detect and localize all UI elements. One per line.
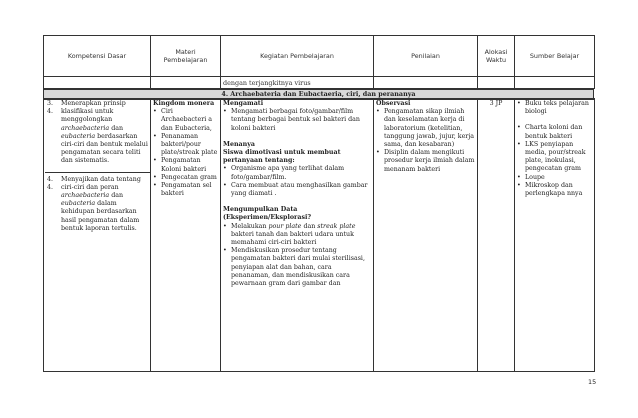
sumber-item: • Buku teks pelajaran biologi bbox=[517, 100, 592, 116]
kegiatan-item: • Melakukan pour plate dan streak plate bakteri tanah dan bakteri udara untuk memahami ciri-ciri bakteri bbox=[223, 223, 371, 248]
cont-cell-2 bbox=[151, 77, 221, 89]
kegiatan-heading-mengamati: Mengamati bbox=[223, 100, 264, 107]
page-number: 15 bbox=[588, 378, 597, 386]
materi-item: • Ciri Archaebacteri a dan Eubacteria, bbox=[153, 108, 218, 133]
content-table bbox=[43, 98, 595, 372]
materi-list bbox=[153, 108, 218, 198]
kegiatan-heading-menanya: Menanya bbox=[223, 140, 255, 148]
kegiatan-item: • Cara membuat atau menghasilkan gambar yang diamati . bbox=[223, 182, 371, 198]
kd-text-2: Menyajikan data tentang ciri-ciri dan peran archaebacteria dan eubacteria dalam kehidupan berdasarkan hasil pengamatan dalam bentuk laporan tertulis. bbox=[61, 175, 141, 232]
penilaian-cell bbox=[374, 99, 478, 372]
penilaian-item: • Pengamatan sikap ilmiah dan keselamatan kerja di laboratorium (ketelitian, tanggung jawab, jujur, kerja sama, dan kesabaran) bbox=[376, 108, 475, 149]
materi-title: Kingdom monera bbox=[153, 100, 215, 107]
kd-num: 4. bbox=[47, 175, 54, 183]
kegiatan-cell bbox=[221, 99, 374, 372]
materi-cell bbox=[151, 99, 221, 372]
sumber-item: • Loupe bbox=[517, 174, 592, 182]
kd-num: 4. bbox=[47, 183, 54, 191]
topic-heading: 4. Archaebateria dan Eubactaeria, ciri, dan perananya bbox=[43, 89, 594, 100]
kd-item-1 bbox=[47, 100, 148, 166]
cont-cell-5 bbox=[478, 77, 515, 89]
penilaian-title: Observasi bbox=[376, 100, 411, 107]
kd-divider bbox=[45, 172, 150, 173]
sumber-cell bbox=[515, 99, 595, 372]
kegiatan-item: • Mengamati berbagai foto/gambar/film tentang berbagai bentuk sel bakteri dan koloni bakteri bbox=[223, 108, 371, 133]
sumber-list bbox=[517, 100, 592, 198]
header-table bbox=[43, 35, 595, 89]
materi-item: • Penanaman bakteri/pour plate/streak plate bbox=[153, 133, 218, 158]
materi-item: • Pengamatan Koloni bakteri bbox=[153, 157, 218, 173]
sumber-item: • LKS penyiapan media, pour/streak plate, inokulasi, pengecatan gram bbox=[517, 141, 592, 174]
kegiatan-subheading: Siswa dimotivasi untuk membuat pertanyaan tentang: bbox=[223, 149, 341, 165]
cont-cell-6 bbox=[515, 77, 595, 89]
kegiatan-heading-mengumpulkan: Mengumpulkan Data bbox=[223, 206, 298, 214]
header-alokasi: Alokasi Waktu bbox=[478, 36, 515, 77]
kd-item-2 bbox=[47, 176, 148, 233]
cont-cell-4 bbox=[374, 77, 478, 89]
header-sumber: Sumber Belajar bbox=[515, 36, 595, 77]
header-materi: Materi Pembelajaran bbox=[151, 36, 221, 77]
materi-item: • Pengecatan gram bbox=[153, 174, 218, 182]
kd-cell bbox=[44, 99, 151, 372]
cont-kegiatan: dengan terjangkitnya virus bbox=[221, 77, 374, 89]
kd-num: 4. bbox=[47, 108, 54, 116]
kd-num: 3. bbox=[47, 100, 54, 107]
header-kegiatan: Kegiatan Pembelajaran bbox=[221, 36, 374, 77]
cont-cell-1 bbox=[44, 77, 151, 89]
kegiatan-subheading: (Eksperimen/Eksplorasi? bbox=[223, 214, 312, 222]
header-kompetensi: Kompetensi Dasar bbox=[44, 36, 151, 77]
alokasi-cell: 3 JP bbox=[478, 99, 515, 372]
kd-text-1: Menerapkan prinsip klasifikasi untuk menggolongkan archaebacteria dan eubacteria berdasarkan ciri-ciri dan bentuk melalui pengamatan secara teliti dan sistematis. bbox=[61, 100, 148, 165]
materi-item: • Pengamatan sel bakteri bbox=[153, 182, 218, 198]
kegiatan-item: • Organisme apa yang terlihat dalam foto/gambar/film. bbox=[223, 165, 371, 181]
penilaian-item: • Disiplin dalam mengikuti prosedur kerja ilmiah dalam menanam bakteri bbox=[376, 149, 475, 174]
kegiatan-item: • Mendiskusikan prosedur tentang pengamatan bakteri dari mulai sterilisasi, penyiapan alat dan bahan, cara penanaman, dan mendiskusikan cara pewarnaan gram dari gambar dan bbox=[223, 247, 371, 288]
sumber-item: • Charta koloni dan bentuk bakteri bbox=[517, 124, 592, 140]
sumber-item: • Mikroskop dan perlengkapa nnya bbox=[517, 182, 592, 198]
header-penilaian: Penilaian bbox=[374, 36, 478, 77]
